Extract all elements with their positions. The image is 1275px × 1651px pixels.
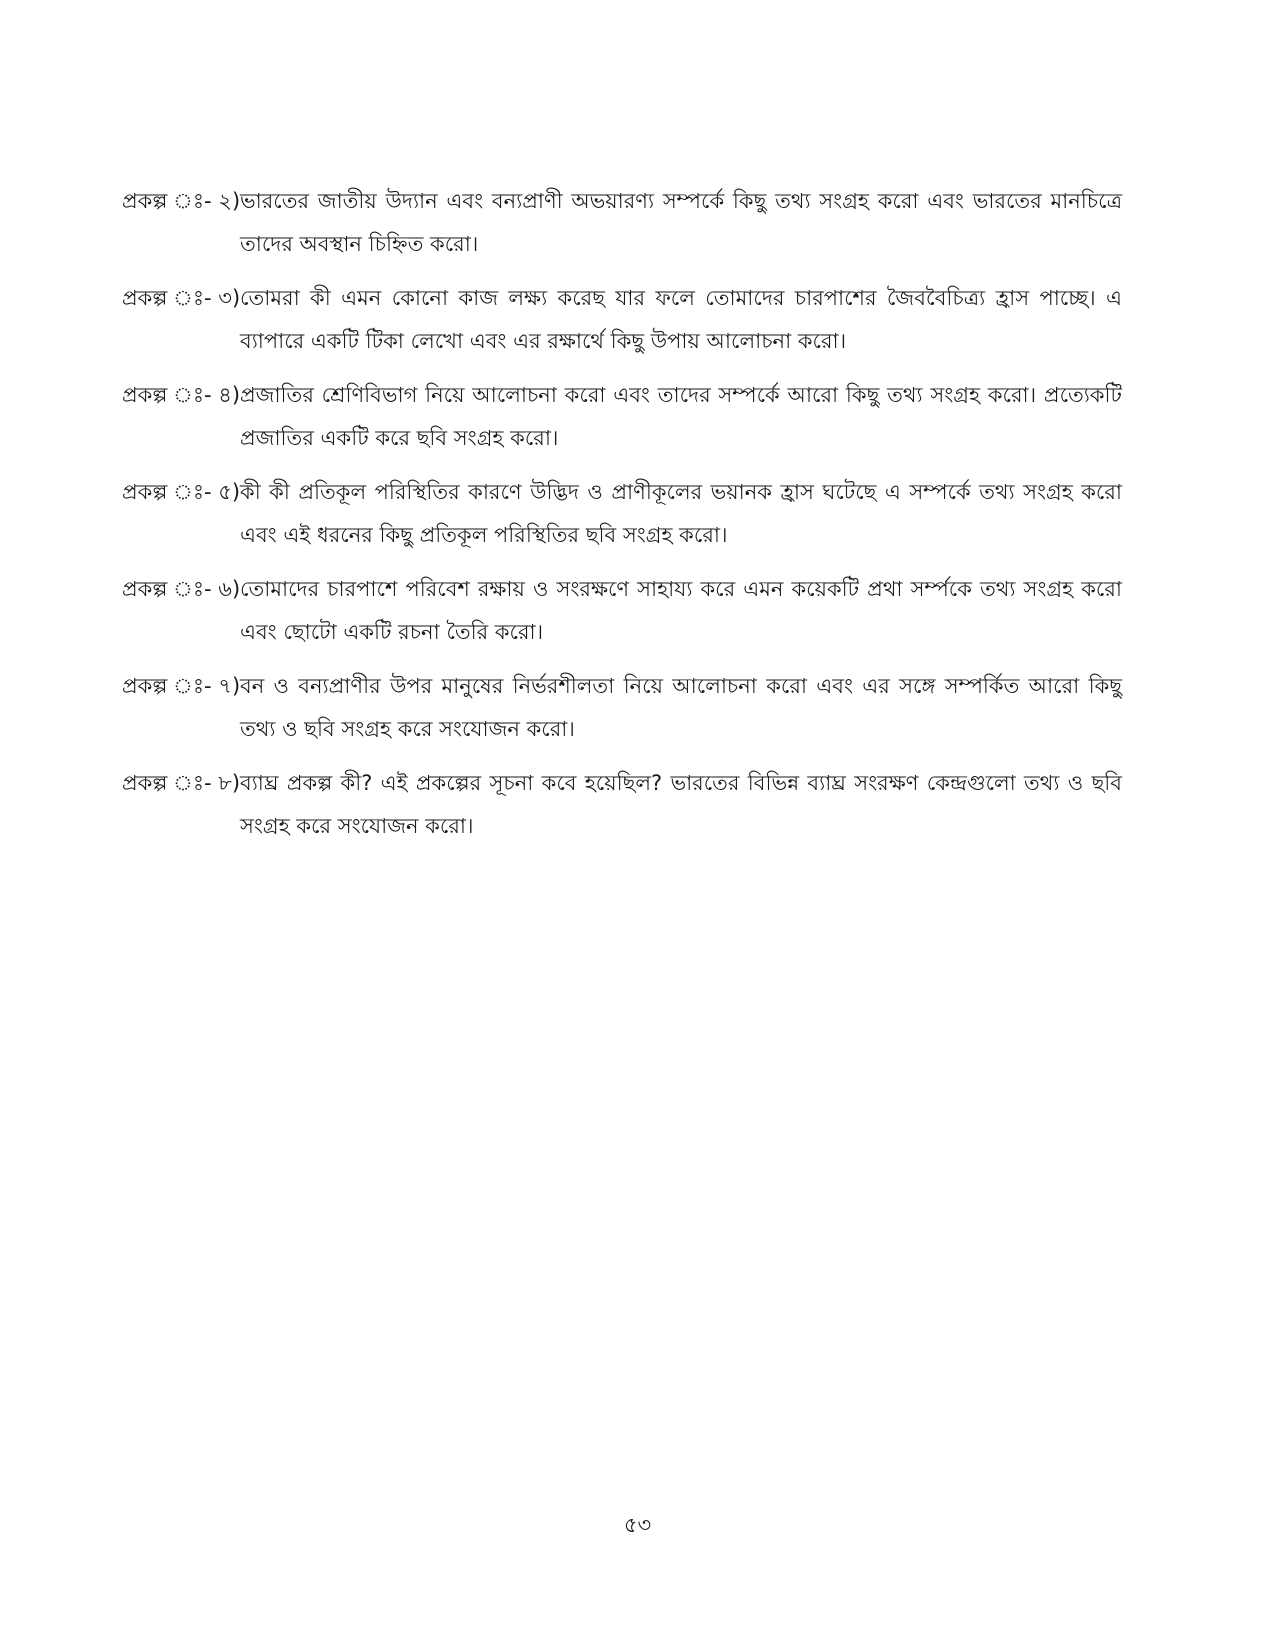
project-text: প্রজাতির শ্রেণিবিভাগ নিয়ে আলোচনা করো এবং তাদের সম্পর্কে আরো কিছু তথ্য সংগ্রহ করো। প্রত্যেকটি প্রজাতির একটি করে ছবি সংগ্রহ করো। bbox=[240, 383, 1122, 450]
project-label: প্রকল্প ঃ- ৬) bbox=[122, 577, 241, 601]
project-label: প্রকল্প ঃ- ২) bbox=[122, 189, 241, 213]
project-item bbox=[122, 665, 1122, 751]
project-label: প্রকল্প ঃ- ৭) bbox=[122, 674, 241, 698]
project-item bbox=[122, 471, 1122, 557]
project-label: প্রকল্প ঃ- ৮) bbox=[122, 771, 241, 795]
project-item bbox=[122, 762, 1122, 848]
project-label: প্রকল্প ঃ- ৩) bbox=[122, 286, 241, 310]
project-item bbox=[122, 568, 1122, 654]
page-number: ৫৩ bbox=[623, 1513, 652, 1537]
project-list bbox=[122, 180, 1122, 859]
project-label: প্রকল্প ঃ- ৫) bbox=[122, 480, 241, 504]
project-label: প্রকল্প ঃ- ৪) bbox=[122, 383, 241, 407]
project-text: ভারতের জাতীয় উদ্যান এবং বন্যপ্রাণী অভয়ারণ্য সম্পর্কে কিছু তথ্য সংগ্রহ করো এবং ভারতের মানচিত্রে তাদের অবস্থান চিহ্নিত করো। bbox=[240, 189, 1122, 256]
project-text: কী কী প্রতিকূল পরিস্থিতির কারণে উদ্ভিদ ও প্রাণীকূলের ভয়ানক হ্রাস ঘটেছে এ সম্পর্কে তথ্য সংগ্রহ করো এবং এই ধরনের কিছু প্রতিকূল পরিস্থিতির ছবি সংগ্রহ করো। bbox=[240, 480, 1122, 547]
project-item bbox=[122, 277, 1122, 363]
project-text: ব্যাঘ্র প্রকল্প কী? এই প্রকল্পের সূচনা কবে হয়েছিল? ভারতের বিভিন্ন ব্যাঘ্র সংরক্ষণ কেন্দ্রগুলো তথ্য ও ছবি সংগ্রহ করে সংযোজন করো। bbox=[240, 771, 1122, 838]
project-text: বন ও বন্যপ্রাণীর উপর মানুষের নির্ভরশীলতা নিয়ে আলোচনা করো এবং এর সঙ্গে সম্পর্কিত আরো কিছু তথ্য ও ছবি সংগ্রহ করে সংযোজন করো। bbox=[240, 674, 1122, 741]
project-text: তোমরা কী এমন কোনো কাজ লক্ষ্য করেছ যার ফলে তোমাদের চারপাশের জৈববৈচিত্র্য হ্রাস পাচ্ছে। এ ব্যাপারে একটি টিকা লেখো এবং এর রক্ষার্থে কিছু উপায় আলোচনা করো। bbox=[240, 286, 1122, 353]
project-item bbox=[122, 180, 1122, 266]
project-text: তোমাদের চারপাশে পরিবেশ রক্ষায় ও সংরক্ষণে সাহায্য করে এমন কয়েকটি প্রথা সর্ম্পকে তথ্য সংগ্রহ করো এবং ছোটো একটি রচনা তৈরি করো। bbox=[240, 577, 1122, 644]
project-item bbox=[122, 374, 1122, 460]
